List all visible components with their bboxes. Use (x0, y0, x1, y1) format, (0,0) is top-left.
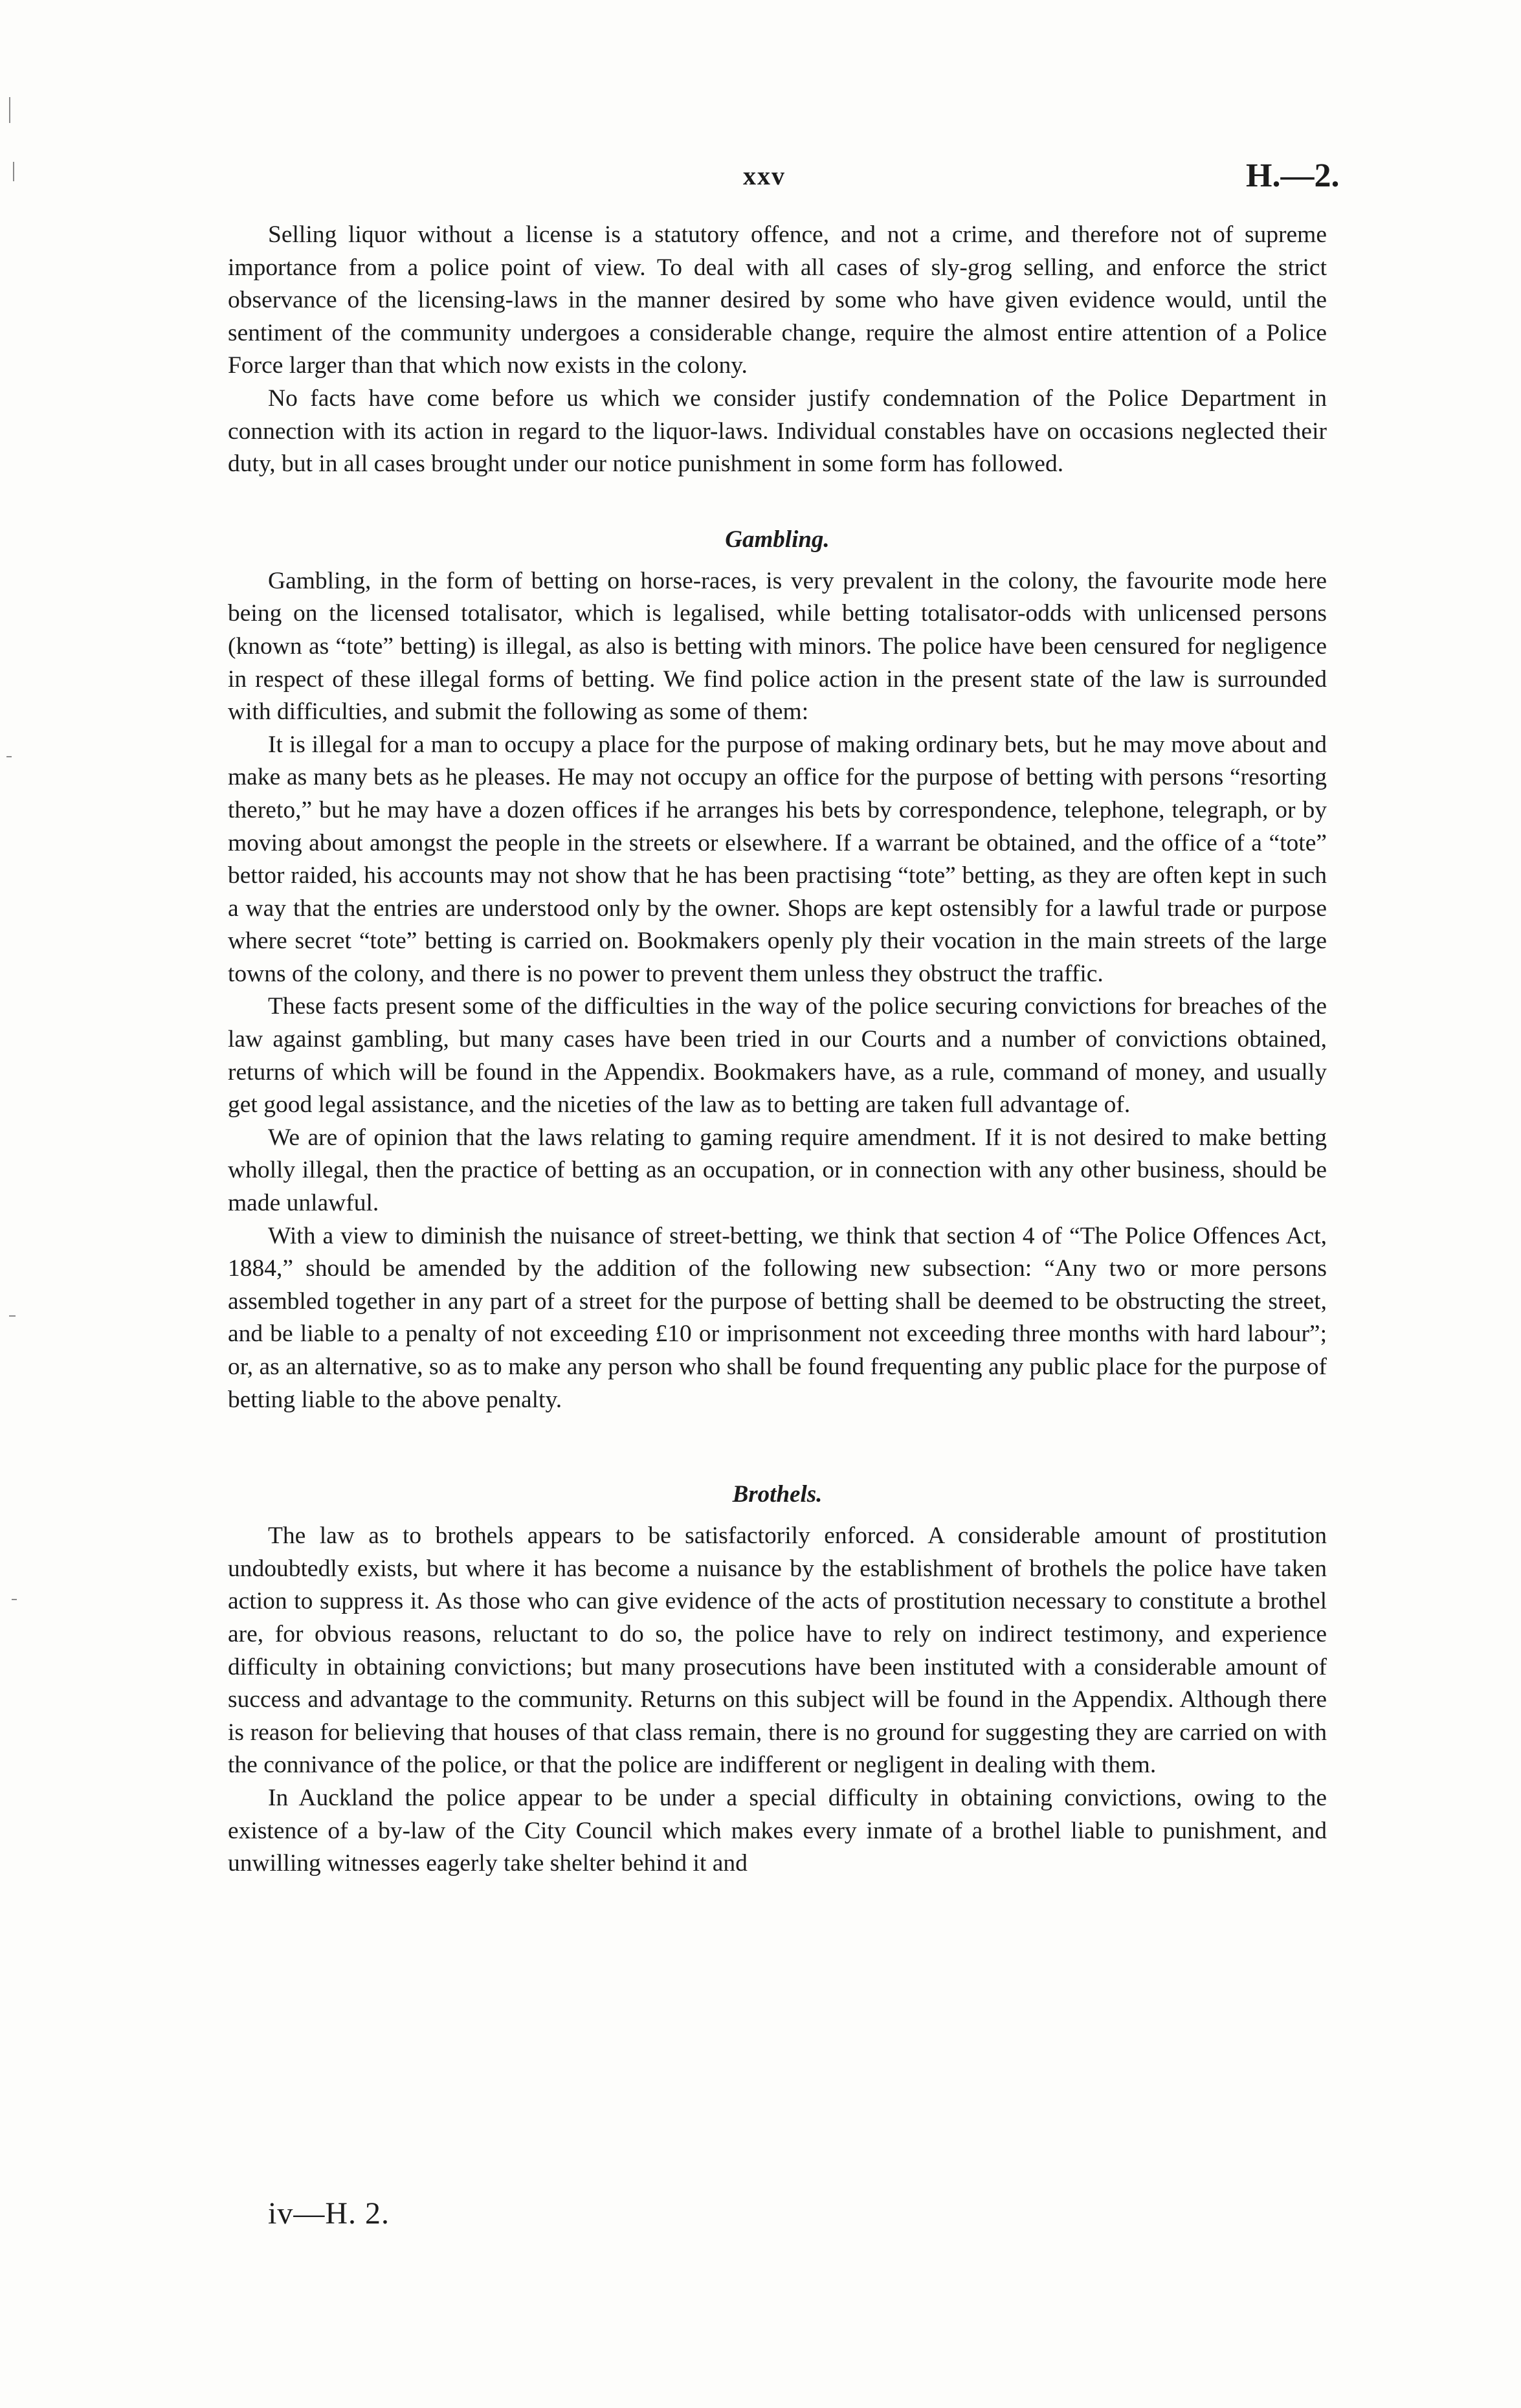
paragraph: It is illegal for a man to occupy a place for the purpose of making ordinary bets, but he may move about and make as many bets as he pleases. He may not occupy an office for the purpose of betting with persons “resorting thereto,” but he may have a dozen offices if he arranges his bets by correspondence, telephone, telegraph, or by moving about amongst the people in the streets or elsewhere. If a warrant be obtained, and the office of a “tote” bettor raided, his accounts may not show that he has been practising “tote” betting, as they are often kept in such a way that the entries are understood only by the owner. Shops are kept ostensibly for a lawful trade or purpose where secret “tote” betting is carried on. Bookmakers openly ply their vocation in the main streets of the large towns of the colony, and there is no power to prevent them unless they obstruct the traffic. (228, 731, 1327, 987)
paragraph: In Auckland the police appear to be under a special difficulty in obtaining convictions, owing to the existence of a by-law of the City Council which makes every inmate of a brothel liable to punishment, and unwilling witnesses eagerly take shelter behind it and (228, 1784, 1327, 1877)
paragraph: No facts have come before us which we consider justify condemnation of the Police Department in connection with its action in regard to the liquor-laws. Individual constables have on occasions neglected their duty, but in all cases brought under our notice punishment in some form has followed. (228, 385, 1327, 478)
paragraph: Selling liquor without a license is a statutory offence, and not a crime, and therefore not of supreme importance from a police point of view. To deal with all cases of sly-grog selling, and enforce the strict observance of the licensing-laws in the manner desired by some who have given evidence would, until the sentiment of the community undergoes a considerable change, require the almost entire attention of a Police Force larger than that which now exists in the colony. (228, 221, 1327, 379)
section-heading: Gambling. (725, 526, 830, 553)
paragraph: With a view to diminish the nuisance of street-betting, we think that section 4 of “The Police Offences Act, 1884,” should be amended by the addition of the following new subsection: “Any two or more persons assembled together in any part of a street for the purpose of betting shall be deemed to be obstructing the street, and be liable to a penalty of not exceeding £10 or imprisonment not exceeding three months with hard labour”; or, as an alternative, so as to make any person who shall be found frequenting any public place for the purpose of betting liable to the above penalty. (228, 1222, 1327, 1413)
paragraph: Gambling, in the form of betting on horse-races, is very prevalent in the colony, the favourite mode here being on the licensed totalisator, which is legalised, while betting totalisator-odds with unlicensed persons (known as “tote” betting) is illegal, as also is betting with minors. The police have been censured for negligence in respect of these illegal forms of betting. We find police action in the present state of the law is surrounded with difficulties, and submit the following as some of them: (228, 567, 1327, 726)
page-header (0, 157, 1521, 206)
margin-mark (12, 1599, 17, 1600)
document-code: H.—2. (1246, 157, 1340, 194)
paragraph: We are of opinion that the laws relating to gaming require amendment. If it is not desired to make betting wholly illegal, then the practice of betting as an occupation, or in connection with any other business, should be made unlawful. (228, 1124, 1327, 1217)
gambling-section (228, 524, 1327, 1416)
paragraph: The law as to brothels appears to be satisfactorily enforced. A considerable amount of prostitution undoubtedly exists, but where it has become a nuisance by the establishment of brothels the police have taken action to suppress it. As those who can give evidence of the acts of prostitution necessary to constitute a brothel are, for obvious reasons, reluctant to do so, the police have to rely on indirect testimony, and experience difficulty in obtaining convictions; but many prosecutions have been instituted with a considerable amount of success and advantage to the community. Returns on this subject will be found in the Appendix. Although there is reason for believing that houses of that class remain, there is no ground for suggesting they are carried on with the connivance of the police, or that the police are indifferent or negligent in dealing with them. (228, 1522, 1327, 1779)
margin-mark (6, 756, 12, 757)
margin-mark (9, 1315, 16, 1317)
margin-mark (9, 97, 10, 123)
section-heading: Brothels. (732, 1481, 823, 1508)
page-number: xxv (743, 161, 786, 190)
signature-mark: iv—H. 2. (268, 2196, 390, 2231)
document-body (228, 219, 1327, 1880)
paragraph: These facts present some of the difficulties in the way of the police securing convictions for breaches of the law against gambling, but many cases have been tried in our Courts and a number of convictions obtained, returns of which will be found in the Appendix. Bookmakers have, as a rule, command of money, and usually get good legal assistance, and the niceties of the law as to betting are taken full advantage of. (228, 993, 1327, 1119)
brothels-section (228, 1478, 1327, 1880)
liquor-section (228, 219, 1327, 481)
